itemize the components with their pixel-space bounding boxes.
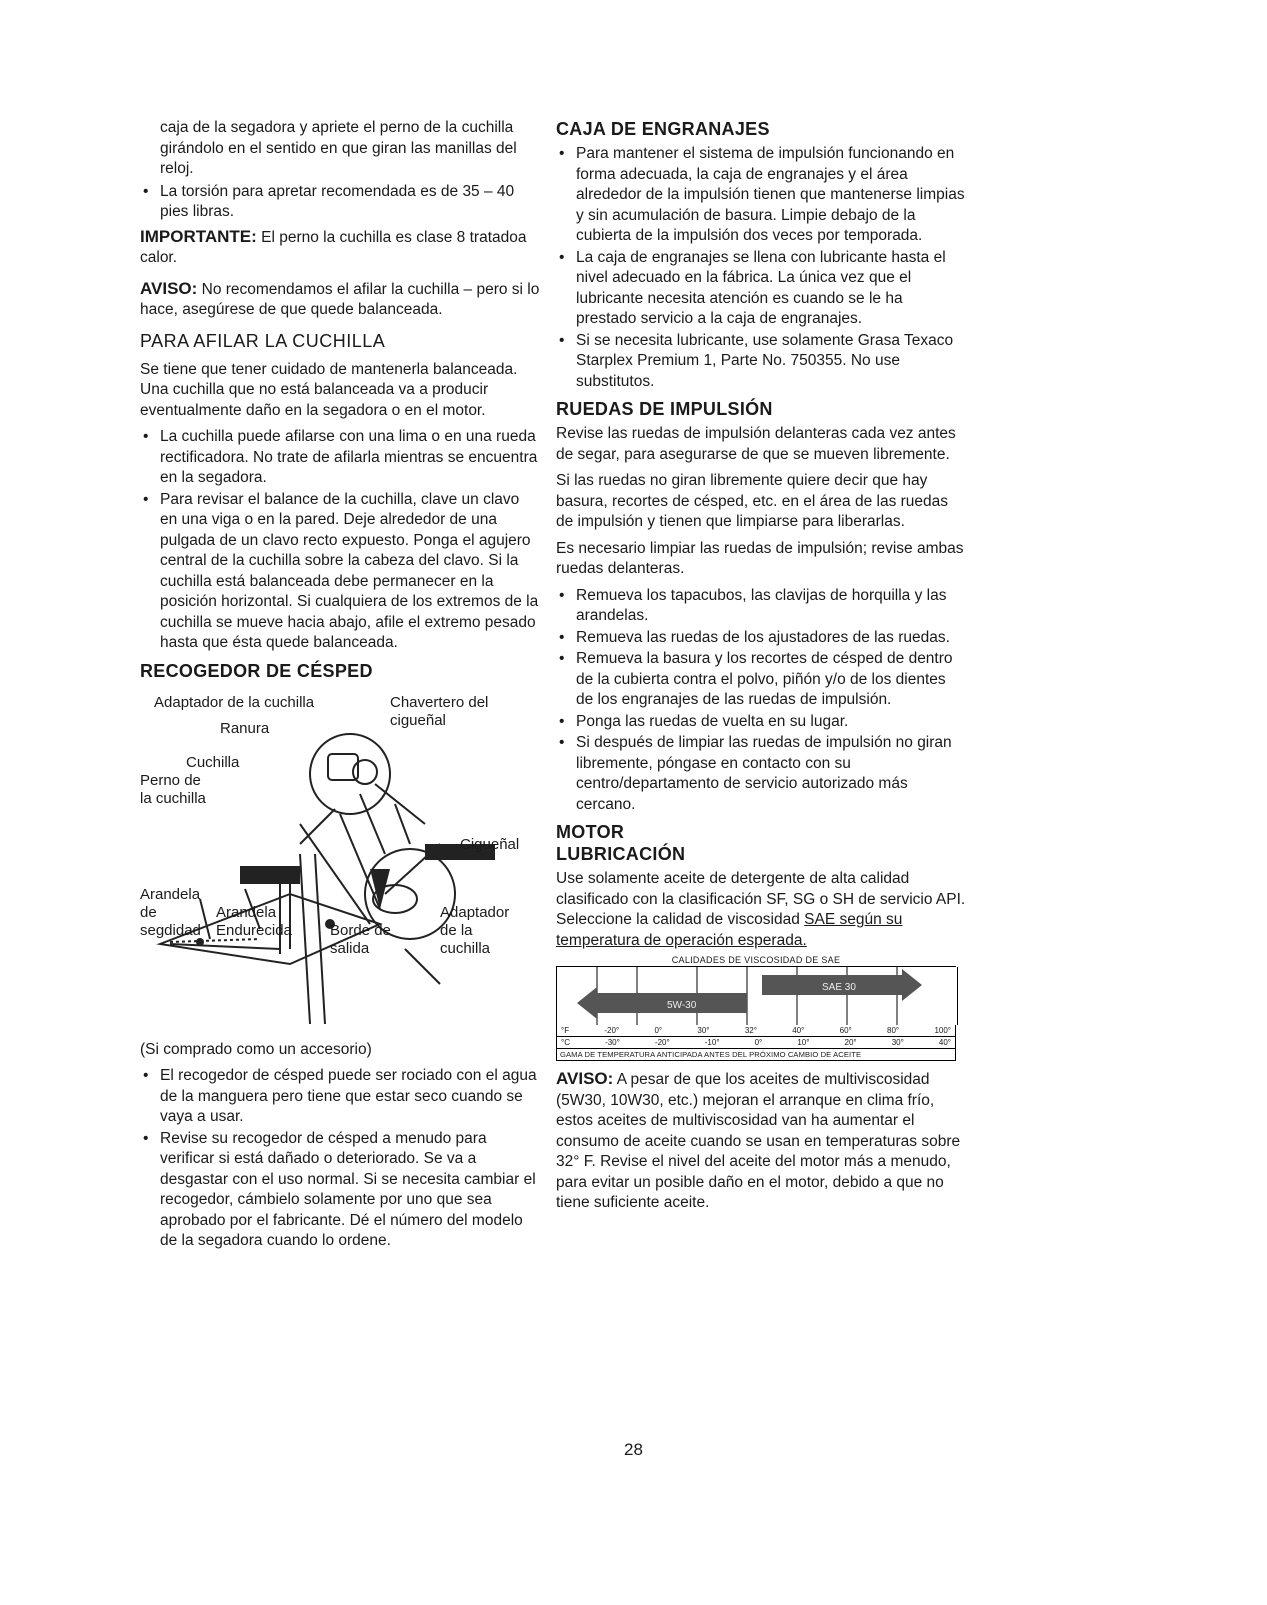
label-ciguenal: Cigueñal [460,835,520,853]
sae30-label: SAE 30 [822,982,856,993]
torque-bullet: • La torsión para apretar recomendada es de 35 – 40 pies libras. [140,182,540,223]
viscosity-chart [556,955,956,1061]
gearbox-heading: CAJA DE ENGRANAJES [556,119,770,139]
blade-assembly-diagram [140,694,540,1034]
wheels-bullet: • Si después de limpiar las ruedas de impulsión no giran libremente, póngase en contacto con su centro/departamento de servicio autorizado más cercano. [556,733,966,815]
aviso-text: No recomendamos el afilar la cuchilla – pero si lo hace, asegúrese de que quede balanceada. [140,280,540,318]
sharpen-list [140,427,540,654]
aviso-label: AVISO: [140,278,198,298]
scale-tick: 0° [754,1038,763,1047]
label-adaptador-2: de la [440,921,473,939]
wheels-bullet: • Remueva los tapacubos, las clavijas de horquilla y las arandelas. [556,586,966,627]
adapter-teeth-left [240,866,300,884]
blade-assembly-drawing [140,694,540,1034]
scale-tick: -20° [604,1026,620,1035]
label-adaptador-1: Adaptador [440,903,510,921]
sharpen-heading: PARA AFILAR LA CUCHILLA [140,330,386,351]
gearbox-bullet: • Para mantener el sistema de impulsión funcionando en forma adecuada, la caja de engranajes y el área alrededor de la impulsión tienen que mantenerse limpias y sin acumulación de basura. Limpie debajo de la cubierta de la impulsión dos veces por temporada. [556,144,966,247]
scale-tick: 32° [744,1026,757,1035]
viscosity-footer: GAMA DE TEMPERATURA ANTICIPADA ANTES DEL PRÓXIMO CAMBIO DE ACEITE [556,1049,956,1061]
viscosity-title: CALIDADES DE VISCOSIDAD DE SAE [556,955,956,967]
scale-tick: °C [561,1038,570,1047]
scale-tick: -30° [605,1038,620,1047]
wheels-bullet: • Ponga las ruedas de vuelta en su lugar. [556,712,966,733]
wheels-paragraph-1: Revise las ruedas de impulsión delanteras cada vez antes de segar, para asegurarse de que se mueven libremente. [556,425,956,463]
aviso2-label: AVISO: [556,1069,614,1088]
label-borde-1: Borde de [330,921,391,939]
lubrication-text: Use solamente aceite de detergente de alta calidad clasificado con la clasificación SF, SG o SH de servicio API. Seleccione la calidad de viscosidad [556,870,966,928]
scale-tick: 20° [844,1038,857,1047]
scale-tick: 30° [891,1038,904,1047]
gearbox-bullet: • La caja de engranajes se llena con lubricante hasta el nivel adecuado en la fábrica. La única vez que el lubricante necesita atención es cuando se le ha prestado servicio a la caja de engranajes. [556,248,966,330]
page-number: 28 [624,1440,643,1459]
torque-list [140,182,540,223]
scale-tick: 30° [697,1026,710,1035]
scale-tick: -20° [654,1038,670,1047]
label-crank-key-2: cigueñal [390,711,446,729]
celsius-scale [556,1037,956,1049]
right-column [556,118,966,1220]
scale-tick: 60° [839,1026,852,1035]
label-arandela-end-2: Endurecida [216,921,292,939]
grass-catcher-note: (Si comprado como un accesorio) [140,1040,372,1058]
gearbox-bullet: • Si se necesita lubricante, use solamente Grasa Texaco Starplex Premium 1, Parte No. 750355. No use substitutos. [556,331,966,393]
grass-catcher-list [140,1066,540,1252]
important-note [140,227,540,269]
5w30-arrow [577,987,747,1019]
scale-tick: °F [561,1026,570,1035]
grass-bullet: • Revise su recogedor de césped a menudo para verificar si está dañado o deteriorado. Se va a desgastar con el uso normal. Si se necesita cambiar el recogedor, cámbielo solamente por uno que sea aprobado por el fabricante. Dé el número del modelo de la segadora cuando lo ordene. [140,1129,540,1252]
drive-wheels-heading: RUEDAS DE IMPULSIÓN [556,399,773,419]
label-arandela-3: segdidad [140,921,201,939]
scale-tick: 40° [792,1026,805,1035]
lubrication-paragraph [556,869,966,951]
label-adaptador-3: cuchilla [440,939,491,957]
aviso-note [140,279,540,321]
intro-continuation: caja de la segadora y apriete el perno de la cuchilla girándolo en el sentido en que giran las manillas del reloj. [160,119,517,177]
label-borde-2: salida [330,939,370,957]
wheels-list [556,586,966,816]
viscosity-bars [556,967,958,1025]
wheels-bullet: • Remueva las ruedas de los ajustadores de las ruedas. [556,628,966,649]
sharpen-paragraph: Se tiene que tener cuidado de mantenerla balanceada. Una cuchilla que no está balanceada va a producir eventualmente daño en la segadora o en el motor. [140,360,518,419]
left-column [140,118,540,1256]
label-arandela-end-1: Arandela [216,903,277,921]
lubrication-text-underlined: SAE según su temperatura de operación esperada. [556,911,903,949]
scale-tick: 100° [934,1026,951,1035]
scale-tick: -10° [704,1038,720,1047]
crankshaft-key-callout-circle [310,734,390,814]
gearbox-list [556,144,966,392]
scale-tick: 0° [654,1026,663,1035]
motor-heading: MOTOR [556,822,625,842]
label-perno-2: la cuchilla [140,789,206,807]
label-arandela-2: de [140,903,157,921]
label-blade-adapter-top: Adaptador de la cuchilla [154,693,315,711]
scale-tick: 40° [938,1038,951,1047]
scale-tick: 80° [887,1026,900,1035]
wheels-paragraph-2: Si las ruedas no giran libremente quiere decir que hay basura, recortes de césped, etc. en el área de las ruedas de impulsión y tienen que limpiarse para liberarlas. [556,472,949,530]
scale-tick: 10° [797,1038,810,1047]
grass-bullet: • El recogedor de césped puede ser rociado con el agua de la manguera pero tiene que estar seco cuando se vaya a usar. [140,1066,540,1128]
label-perno-1: Perno de [140,771,201,789]
grass-catcher-heading: RECOGEDOR DE CÉSPED [140,660,373,681]
5w30-label: 5W-30 [667,1000,697,1011]
important-label: IMPORTANTE: [140,226,257,246]
label-cuchilla: Cuchilla [186,753,240,771]
aviso2-note [556,1069,966,1214]
aviso2-text: A pesar de que los aceites de multiviscosidad (5W30, 10W30, etc.) mejoran el arranque en clima frío, estos aceites de multiviscosidad van ha aumentar el consumo de aceite cuando se usan en temperaturas sobre 32° F. Revise el nivel del aceite del motor más a menudo, para evitar un posible daño en el motor, debido a que no tiene suficiente aceite. [556,1071,961,1211]
lubrication-heading: LUBRICACIÓN [556,844,686,864]
wheels-paragraph-3: Es necesario limpiar las ruedas de impulsión; revise ambas ruedas delanteras. [556,539,964,577]
sharpen-bullet: • La cuchilla puede afilarse con una lima o en una rueda rectificadora. No trate de afilarla mientras se encuentra en la segadora. [140,427,540,489]
label-ranura: Ranura [220,719,270,737]
wheels-bullet: • Remueva la basura y los recortes de césped de dentro de la cubierta contra el polvo, piñón y/o de los dientes de los engranajes de las ruedas de impulsión. [556,649,966,711]
label-crank-key-1: Chavertero del [390,693,489,711]
important-text: El perno la cuchilla es clase 8 tratadoa calor. [140,228,527,266]
fahrenheit-scale [556,1025,956,1037]
label-arandela-1: Arandela [140,885,201,903]
sharpen-bullet: • Para revisar el balance de la cuchilla, clave un clavo en una viga o en la pared. Deje alrededor de una pulgada de un clavo recto expuesto. Ponga el agujero central de la cuchilla sobre la cabeza del clavo. Si la cuchilla está balanceada debe permanecer en la posición horizontal. Si cualquiera de los extremos de la cuchilla se mueve hacia abajo, afile el extremo pesado hasta que ésta quede balanceada. [140,490,540,654]
